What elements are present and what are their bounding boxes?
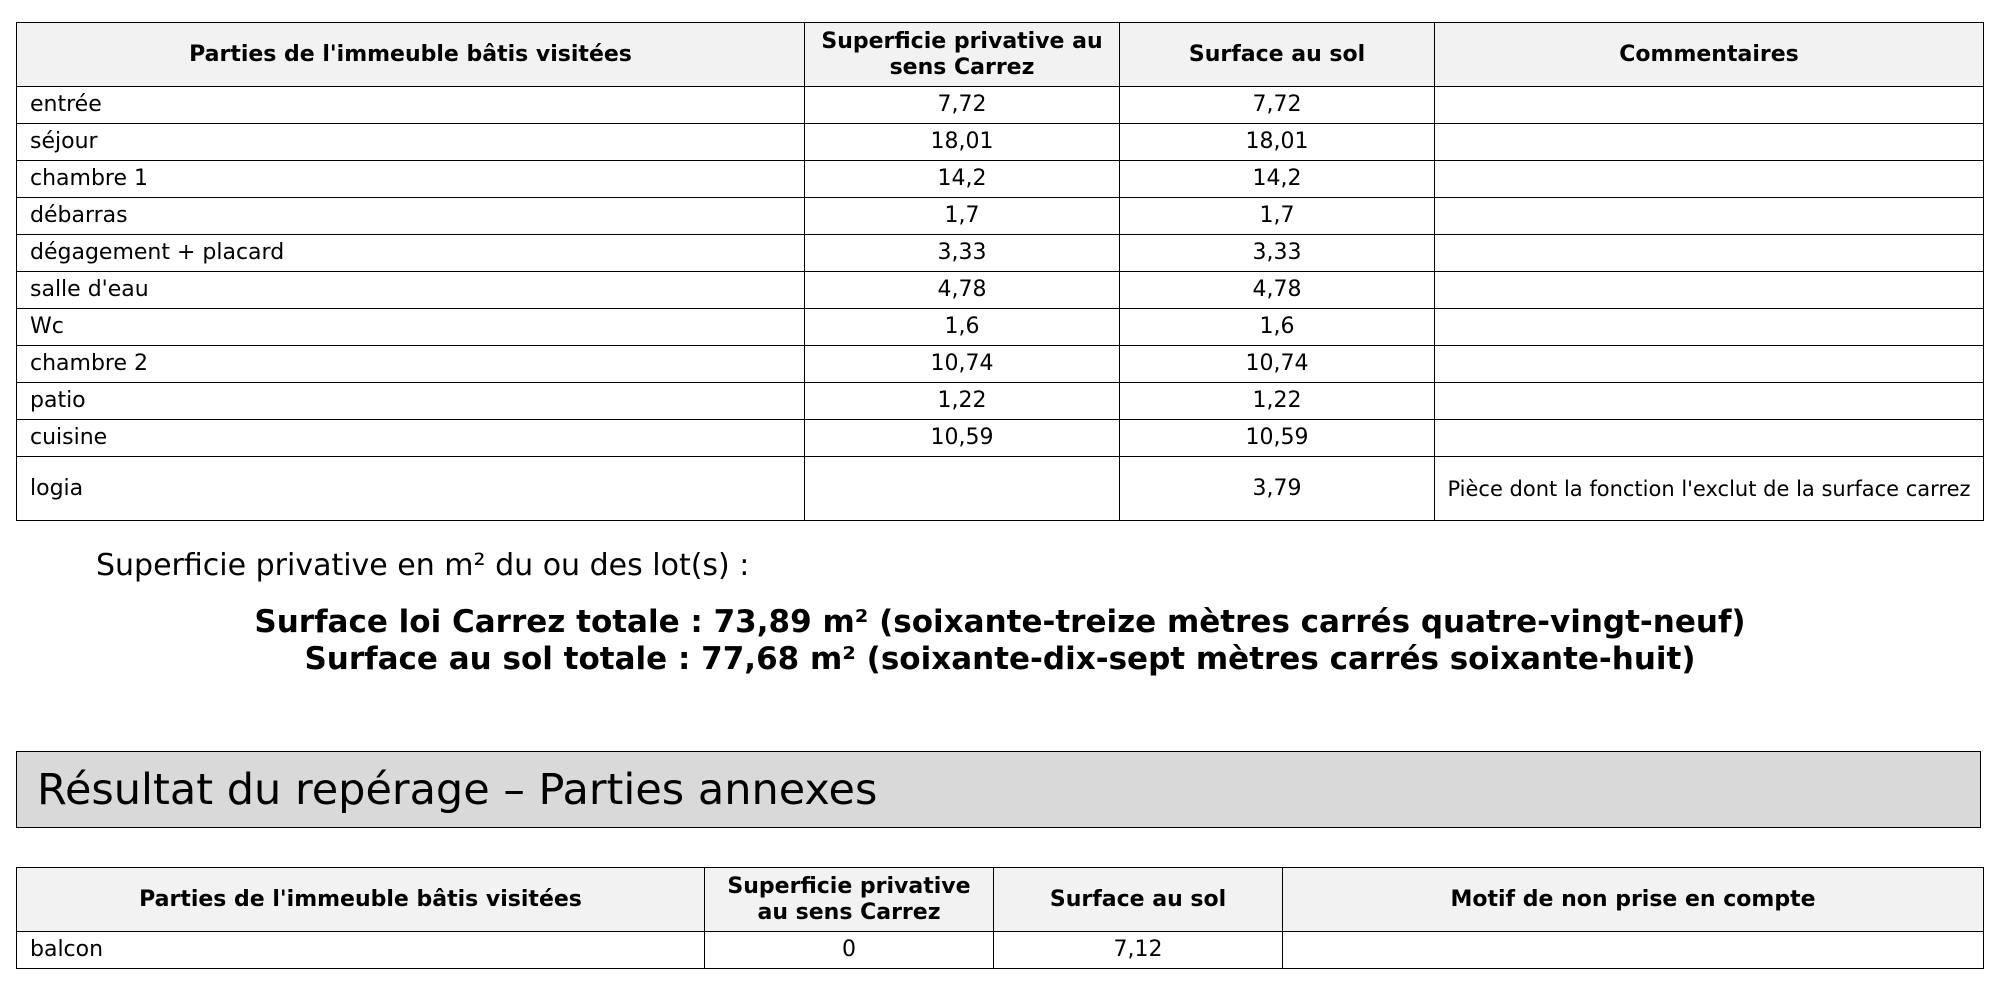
cell-motif <box>1283 932 1984 969</box>
cell-sol: 14,2 <box>1120 161 1435 198</box>
cell-name: séjour <box>17 124 805 161</box>
table-row <box>17 457 1984 521</box>
table-header-row <box>17 23 1984 87</box>
surface-table <box>16 22 1984 521</box>
annex-header-motif: Motif de non prise en compte <box>1283 868 1984 932</box>
cell-comment <box>1435 161 1984 198</box>
cell-carrez: 18,01 <box>805 124 1120 161</box>
annex-header-sol: Surface au sol <box>994 868 1283 932</box>
cell-sol: 10,74 <box>1120 346 1435 383</box>
cell-carrez: 1,7 <box>805 198 1120 235</box>
cell-sol: 7,72 <box>1120 87 1435 124</box>
cell-carrez: 10,74 <box>805 346 1120 383</box>
cell-name: dégagement + placard <box>17 235 805 272</box>
header-carrez: Superficie privative au sens Carrez <box>805 23 1120 87</box>
annex-header-row <box>17 868 1984 932</box>
header-parties: Parties de l'immeuble bâtis visitées <box>17 23 805 87</box>
cell-name: chambre 2 <box>17 346 805 383</box>
table-row <box>17 932 1984 969</box>
table-row <box>17 309 1984 346</box>
cell-name: Wc <box>17 309 805 346</box>
cell-sol: 1,6 <box>1120 309 1435 346</box>
header-sol: Surface au sol <box>1120 23 1435 87</box>
cell-sol: 3,33 <box>1120 235 1435 272</box>
cell-comment <box>1435 198 1984 235</box>
cell-carrez: 14,2 <box>805 161 1120 198</box>
cell-name: débarras <box>17 198 805 235</box>
cell-name: salle d'eau <box>17 272 805 309</box>
cell-carrez: 1,6 <box>805 309 1120 346</box>
totals-block <box>0 604 2000 678</box>
annex-header-parties: Parties de l'immeuble bâtis visitées <box>17 868 705 932</box>
cell-carrez: 0 <box>705 932 994 969</box>
cell-comment <box>1435 420 1984 457</box>
cell-sol: 18,01 <box>1120 124 1435 161</box>
table-row <box>17 346 1984 383</box>
cell-comment <box>1435 346 1984 383</box>
cell-sol: 3,79 <box>1120 457 1435 521</box>
table-row <box>17 87 1984 124</box>
annex-section-title: Résultat du repérage – Parties annexes <box>16 751 1981 828</box>
table-row <box>17 124 1984 161</box>
carrez-total: Surface loi Carrez totale : 73,89 m² (soixante-treize mètres carrés quatre-vingt-neuf) <box>254 604 1746 640</box>
table-row <box>17 272 1984 309</box>
cell-name: patio <box>17 383 805 420</box>
sol-total: Surface au sol totale : 77,68 m² (soixante-dix-sept mètres carrés soixante-huit) <box>304 641 1696 677</box>
annex-table <box>16 867 1984 969</box>
cell-comment <box>1435 235 1984 272</box>
cell-comment <box>1435 309 1984 346</box>
cell-comment: Pièce dont la fonction l'exclut de la surface carrez <box>1435 457 1984 521</box>
cell-comment <box>1435 124 1984 161</box>
privative-label: Superficie privative en m² du ou des lot(s) : <box>96 548 750 583</box>
cell-carrez: 10,59 <box>805 420 1120 457</box>
cell-carrez: 1,22 <box>805 383 1120 420</box>
table-row <box>17 198 1984 235</box>
cell-name: chambre 1 <box>17 161 805 198</box>
cell-sol: 1,7 <box>1120 198 1435 235</box>
header-commentaires: Commentaires <box>1435 23 1984 87</box>
cell-carrez: 4,78 <box>805 272 1120 309</box>
cell-carrez: 7,72 <box>805 87 1120 124</box>
table-row <box>17 161 1984 198</box>
cell-name: cuisine <box>17 420 805 457</box>
cell-carrez: 3,33 <box>805 235 1120 272</box>
table-row <box>17 235 1984 272</box>
cell-comment <box>1435 87 1984 124</box>
cell-sol: 7,12 <box>994 932 1283 969</box>
cell-name: entrée <box>17 87 805 124</box>
cell-name: logia <box>17 457 805 521</box>
table-row <box>17 420 1984 457</box>
cell-comment <box>1435 272 1984 309</box>
table-row <box>17 383 1984 420</box>
cell-sol: 1,22 <box>1120 383 1435 420</box>
cell-sol: 10,59 <box>1120 420 1435 457</box>
cell-carrez <box>805 457 1120 521</box>
cell-comment <box>1435 383 1984 420</box>
cell-name: balcon <box>17 932 705 969</box>
cell-sol: 4,78 <box>1120 272 1435 309</box>
annex-header-carrez: Superficie privative au sens Carrez <box>705 868 994 932</box>
